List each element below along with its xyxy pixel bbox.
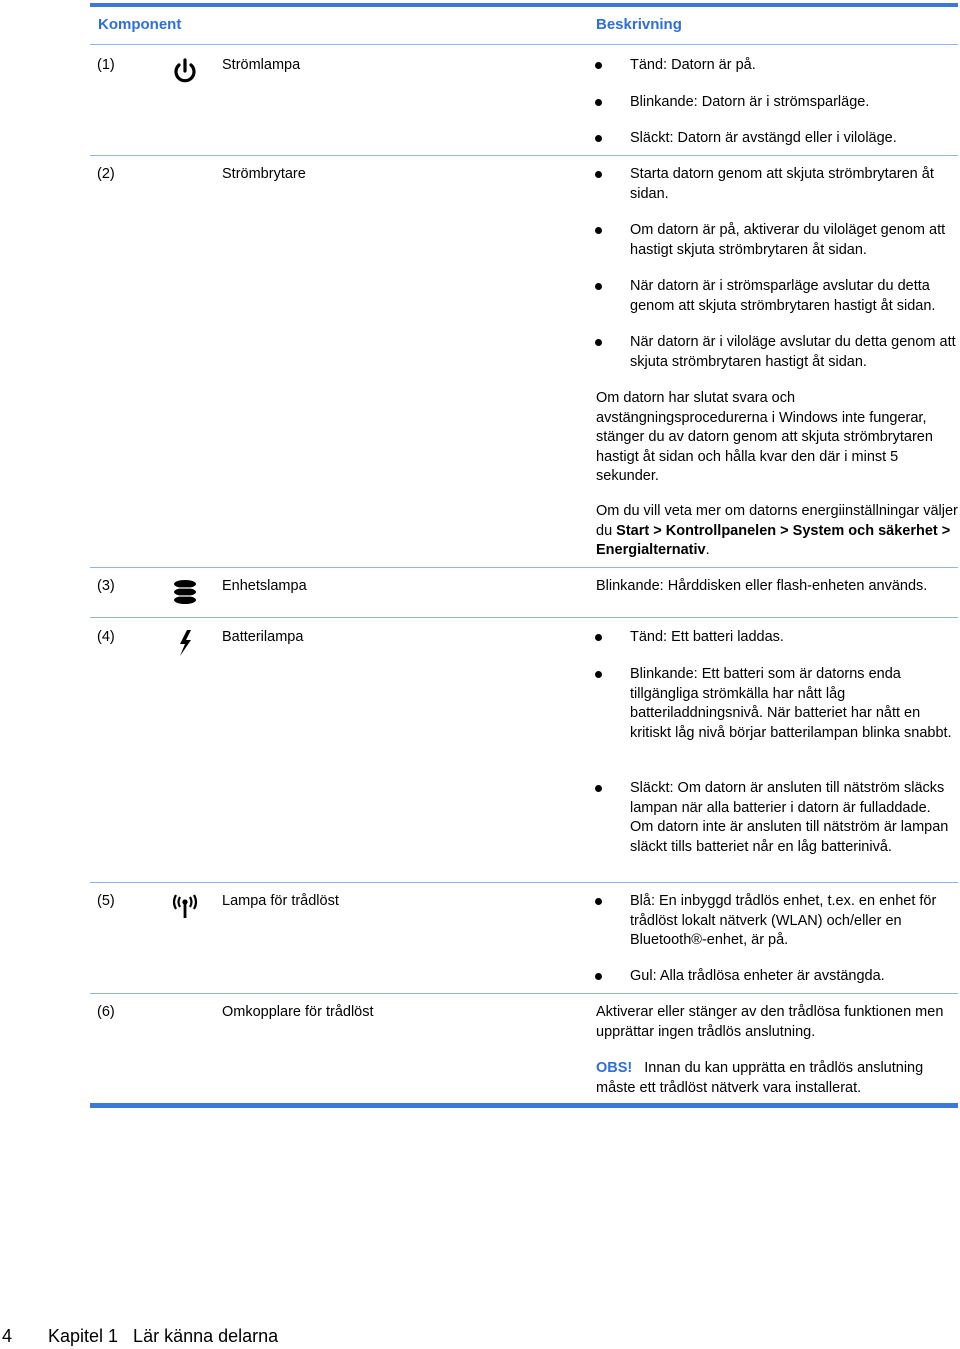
- paragraph-energy-settings: Om du vill veta mer om datorns energiinställningar väljer du Start > Kontrollpanelen > System och säkerhet > Energialternativ.: [596, 503, 958, 558]
- row-number: (1): [97, 57, 115, 73]
- row-number: (2): [97, 166, 115, 182]
- table-top-rule: [90, 3, 958, 7]
- component-name: Omkopplare för trådlöst: [222, 1004, 374, 1020]
- component-name: Enhetslampa: [222, 578, 307, 594]
- description: Aktiverar eller stänger av den trådlösa funktionen men upprättar ingen trådlös anslutning.: [596, 1004, 944, 1040]
- row-number: (6): [97, 1004, 115, 1020]
- component-name: Batterilampa: [222, 629, 304, 645]
- component-name: Strömlampa: [222, 57, 301, 73]
- paragraph: Om datorn har slutat svara och avstängningsprocedurerna i Windows inte fungerar, stänger du av datorn genom att skjuta strömbrytaren hastigt åt sidan och hålla kvar den där i minst 5 sekunder.: [596, 390, 933, 484]
- row-divider: [90, 882, 958, 883]
- row-divider: [90, 567, 958, 568]
- row-number: (4): [97, 629, 115, 645]
- row-divider: [90, 617, 958, 618]
- chapter-title: Kapitel 1 Lär känna delarna: [48, 1326, 279, 1346]
- page-number: 4: [2, 1326, 13, 1346]
- column-header-component: Komponent: [98, 16, 182, 33]
- column-header-description: Beskrivning: [596, 16, 682, 33]
- power-icon: [170, 56, 200, 86]
- note-text: Innan du kan upprätta en trådlös anslutning måste ett trådlöst nätverk vara installerat.: [596, 1060, 924, 1096]
- note: [596, 1059, 958, 1098]
- component-name: Strömbrytare: [222, 166, 306, 182]
- component-name: Lampa för trådlöst: [222, 893, 339, 909]
- description: Blinkande: Hårddisken eller flash-enheten används.: [596, 578, 928, 594]
- row-number: (3): [97, 578, 115, 594]
- drive-icon: [170, 577, 200, 607]
- row-divider: [90, 993, 958, 994]
- header-divider: [90, 44, 958, 45]
- note-label: OBS!: [596, 1060, 633, 1076]
- table-bottom-rule: [90, 1103, 958, 1108]
- row-number: (5): [97, 893, 115, 909]
- battery-bolt-icon: [170, 628, 200, 658]
- row-divider: [90, 155, 958, 156]
- wireless-icon: [170, 892, 200, 922]
